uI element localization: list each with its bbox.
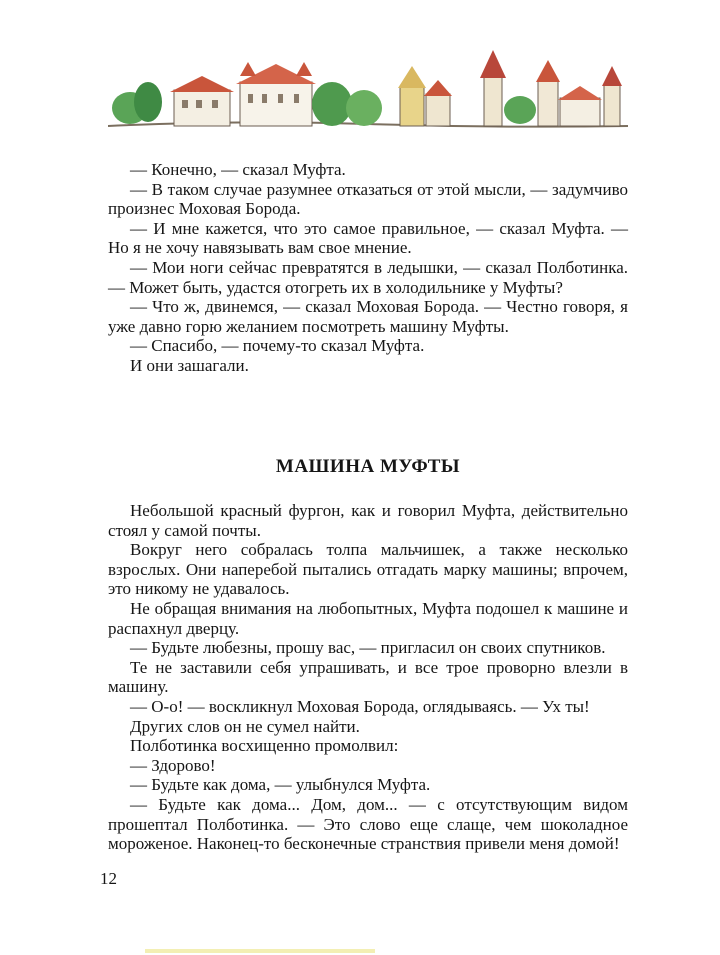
paragraph: И они зашагали. — [130, 355, 249, 375]
paragraph: — Конечно, — сказал Муфта. — [130, 160, 346, 179]
paragraph: — Спасибо, — почему-то сказал Муфта. — [130, 336, 425, 356]
chapter-title: МАШИНА МУФТЫ — [275, 456, 461, 477]
paragraph: — Здорово! — [130, 755, 216, 775]
scan-edge-strip — [145, 949, 375, 953]
paragraph: Других слов он не сумел найти. — [130, 716, 360, 736]
paragraph: Небольшой красный фургон, как и говорил Муфта, действительно стоял у самой почты. — [108, 501, 628, 540]
paragraph: — Будьте как дома... Дом, дом... — с отсутствующим видом прошептал Полботинка. — Это слово еще слаще, чем шоколадное мороженое. Наконец-то бесконечные странствия привели меня домой! — [108, 794, 628, 854]
paragraph: — Будьте как дома, — улыбнулся Муфта. — [130, 775, 431, 795]
chapter-body — [108, 501, 628, 854]
paragraph: — Будьте любезны, прошу вас, — пригласил он своих спутников. — [130, 638, 606, 658]
paragraph: Те не заставили себя упрашивать, и все трое проворно влезли в машину. — [108, 657, 628, 697]
opening-dialogue — [108, 160, 628, 376]
paragraph: — О-о! — воскликнул Моховая Борода, оглядываясь. — Ух ты! — [130, 696, 590, 716]
paragraph: Полботинка восхищенно промолвил: — [130, 736, 399, 756]
town-skyline-icon — [108, 46, 628, 134]
town-skyline-illustration — [108, 46, 628, 134]
paragraph: — В таком случае разумнее отказаться от этой мысли, — задумчиво произнес Моховая Борода. — [108, 179, 628, 219]
paragraph: — Мои ноги сейчас превратятся в ледышки, — сказал Полботинка. — Может быть, удастся отогреть их в холодильнике у Муфты? — [108, 257, 628, 297]
paragraph: — И мне кажется, что это самое правильное, — сказал Муфта. — Но я не хочу навязывать вам свое мнение. — [108, 218, 628, 258]
paragraph: Вокруг него собралась толпа мальчишек, а также несколько взрослых. Они наперебой пытались отгадать марку машины; впрочем, это никому не удавалось. — [108, 540, 628, 599]
paragraph: Не обращая внимания на любопытных, Муфта подошел к машине и распахнул дверцу. — [108, 598, 628, 638]
paragraph: — Что ж, двинемся, — сказал Моховая Борода. — Честно говоря, я уже давно горю желанием посмотреть машину Муфты. — [108, 297, 628, 336]
page-number: 12 — [100, 869, 117, 888]
